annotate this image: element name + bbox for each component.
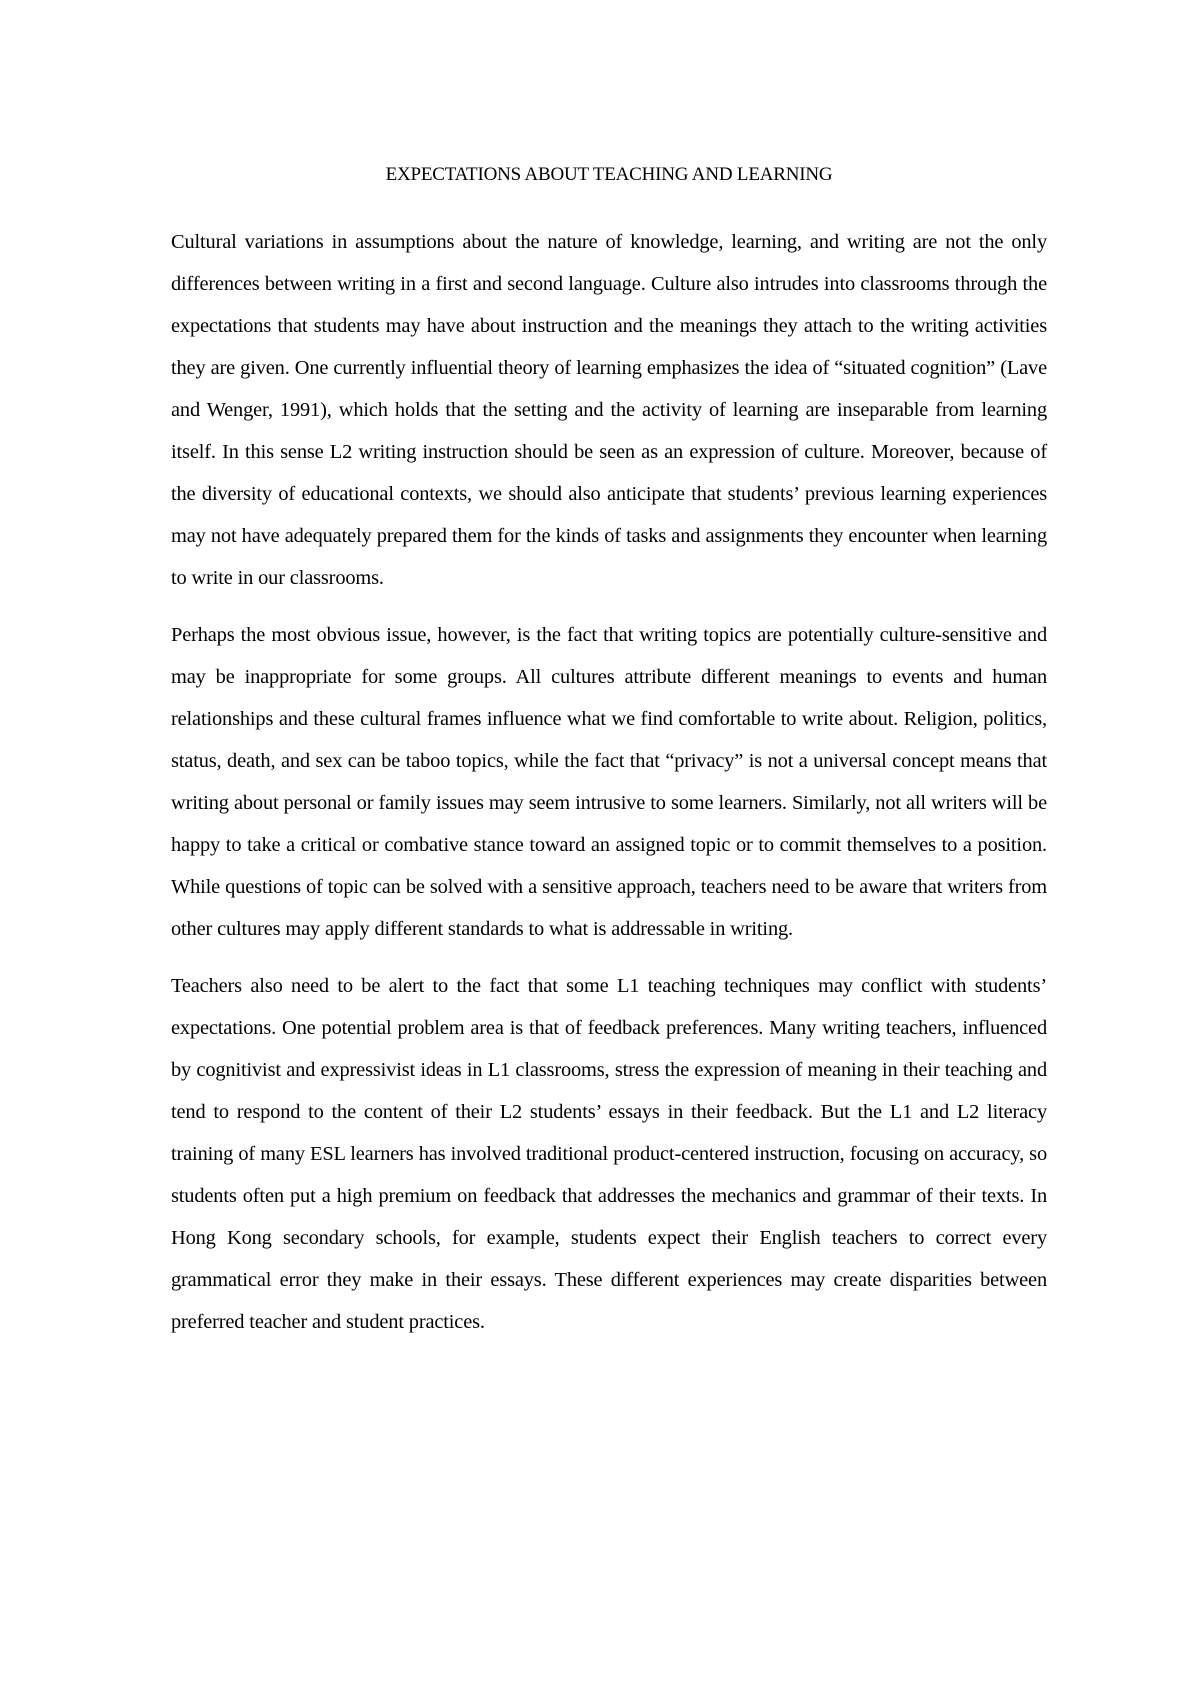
- document-page: [171, 158, 1047, 1358]
- paragraph-1: Cultural variations in assumptions about the nature of knowledge, learning, and writing are not the only differences between writing in a first and second language. Culture also intrudes into classrooms through the expectations that students may have about instruction and the meanings they attach to the writing activities they are given. One currently influential theory of learning emphasizes the idea of “situated cognition” (Lave and Wenger, 1991), which holds that the setting and the activity of learning are inseparable from learning itself. In this sense L2 writing instruction should be seen as an expression of culture. Moreover, because of the diversity of educational contexts, we should also anticipate that students’ previous learning experiences may not have adequately prepared them for the kinds of tasks and assignments they encounter when learning to write in our classrooms.: [171, 231, 1047, 589]
- paragraph-3: Teachers also need to be alert to the fact that some L1 teaching techniques may conflict with students’ expectations. One potential problem area is that of feedback preferences. Many writing teachers, influenced by cognitivist and expressivist ideas in L1 classrooms, stress the expression of meaning in their teaching and tend to respond to the content of their L2 students’ essays in their feedback. But the L1 and L2 literacy training of many ESL learners has involved traditional product-centered instruction, focusing on accuracy, so students often put a high premium on feedback that addresses the mechanics and grammar of their texts. In Hong Kong secondary schools, for example, students expect their English teachers to correct every grammatical error they make in their essays. These different experiences may create disparities between preferred teacher and student practices.: [171, 975, 1047, 1333]
- paragraph-2: Perhaps the most obvious issue, however, is the fact that writing topics are potentially culture-sensitive and may be inappropriate for some groups. All cultures attribute different meanings to events and human relationships and these cultural frames influence what we find comfortable to write about. Religion, politics, status, death, and sex can be taboo topics, while the fact that “privacy” is not a universal concept means that writing about personal or family issues may seem intrusive to some learners. Similarly, not all writers will be happy to take a critical or combative stance toward an assigned topic or to commit themselves to a position. While questions of topic can be solved with a sensitive approach, teachers need to be aware that writers from other cultures may apply different standards to what is addressable in writing.: [171, 624, 1047, 940]
- document-title: EXPECTATIONS ABOUT TEACHING AND LEARNING: [385, 164, 833, 185]
